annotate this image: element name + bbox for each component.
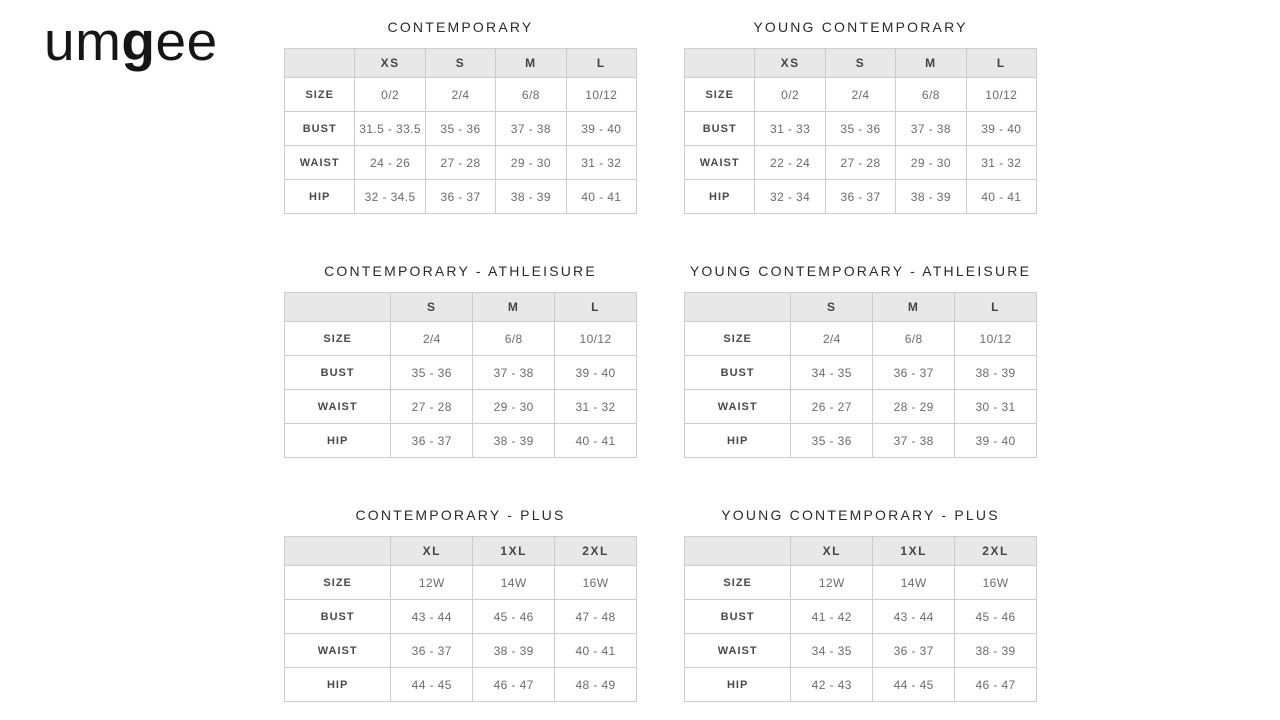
measurement-value: 32 - 34.5	[355, 180, 425, 214]
measurement-value: 40 - 41	[555, 424, 637, 458]
size-table	[684, 48, 1037, 214]
measurement-value: 31 - 32	[966, 146, 1036, 180]
corner-cell	[285, 293, 391, 322]
size-table	[284, 536, 637, 702]
row-label-bust: BUST	[285, 112, 355, 146]
measurement-value: 22 - 24	[755, 146, 825, 180]
measurement-value: 37 - 38	[896, 112, 966, 146]
measurement-value: 36 - 37	[425, 180, 495, 214]
measurement-value: 10/12	[566, 78, 636, 112]
measurement-value: 46 - 47	[955, 668, 1037, 702]
size-table-head	[685, 537, 1037, 566]
measurement-value: 30 - 31	[955, 390, 1037, 424]
row-label-hip: HIP	[285, 424, 391, 458]
column-header-s: S	[425, 49, 495, 78]
size-table	[284, 48, 637, 214]
row-label-size: SIZE	[285, 322, 391, 356]
size-table-title: CONTEMPORARY - PLUS	[355, 507, 566, 523]
measurement-value: 27 - 28	[425, 146, 495, 180]
measurement-value: 36 - 37	[391, 424, 473, 458]
column-header-s: S	[791, 293, 873, 322]
measurement-value: 43 - 44	[873, 600, 955, 634]
size-table-section-young-contemporary-plus	[684, 507, 1037, 702]
measurement-value: 46 - 47	[473, 668, 555, 702]
measurement-row-bust	[285, 112, 637, 146]
measurement-value: 39 - 40	[966, 112, 1036, 146]
size-table-title: CONTEMPORARY	[387, 19, 534, 35]
measurement-value: 29 - 30	[896, 146, 966, 180]
measurement-value: 40 - 41	[555, 634, 637, 668]
size-table-header-row	[285, 293, 637, 322]
size-table-head	[685, 293, 1037, 322]
measurement-row-hip	[285, 424, 637, 458]
brand-logo	[44, 10, 218, 73]
size-table-head	[285, 293, 637, 322]
measurement-value: 35 - 36	[825, 112, 895, 146]
measurement-row-bust	[685, 356, 1037, 390]
measurement-value: 45 - 46	[955, 600, 1037, 634]
row-label-bust: BUST	[685, 356, 791, 390]
corner-cell	[285, 537, 391, 566]
size-table-body	[285, 566, 637, 702]
measurement-value: 44 - 45	[873, 668, 955, 702]
measurement-value: 12W	[391, 566, 473, 600]
measurement-row-size	[285, 566, 637, 600]
measurement-value: 16W	[955, 566, 1037, 600]
measurement-row-hip	[285, 668, 637, 702]
row-label-waist: WAIST	[285, 634, 391, 668]
row-label-waist: WAIST	[285, 390, 391, 424]
measurement-value: 26 - 27	[791, 390, 873, 424]
measurement-row-size	[285, 322, 637, 356]
size-table-section-young-contemporary	[684, 19, 1037, 214]
size-table-header-row	[285, 49, 637, 78]
measurement-value: 16W	[555, 566, 637, 600]
row-label-waist: WAIST	[285, 146, 355, 180]
column-header-1xl: 1XL	[473, 537, 555, 566]
column-header-xl: XL	[391, 537, 473, 566]
column-header-m: M	[496, 49, 566, 78]
row-label-size: SIZE	[685, 322, 791, 356]
corner-cell	[685, 537, 791, 566]
size-table-body	[685, 78, 1037, 214]
measurement-row-hip	[685, 668, 1037, 702]
measurement-row-hip	[285, 180, 637, 214]
measurement-value: 39 - 40	[955, 424, 1037, 458]
measurement-value: 31 - 32	[555, 390, 637, 424]
measurement-value: 39 - 40	[555, 356, 637, 390]
size-table-section-contemporary	[284, 19, 637, 214]
measurement-value: 6/8	[496, 78, 566, 112]
measurement-value: 2/4	[791, 322, 873, 356]
column-header-l: L	[955, 293, 1037, 322]
measurement-value: 38 - 39	[896, 180, 966, 214]
measurement-value: 10/12	[955, 322, 1037, 356]
column-header-xs: XS	[355, 49, 425, 78]
measurement-row-hip	[685, 424, 1037, 458]
measurement-value: 6/8	[873, 322, 955, 356]
size-table-header-row	[685, 537, 1037, 566]
column-header-m: M	[896, 49, 966, 78]
column-header-2xl: 2XL	[955, 537, 1037, 566]
measurement-value: 34 - 35	[791, 634, 873, 668]
measurement-value: 35 - 36	[425, 112, 495, 146]
size-table-header-row	[685, 293, 1037, 322]
measurement-value: 37 - 38	[473, 356, 555, 390]
logo-text-prefix: um	[44, 10, 122, 72]
size-table-section-young-contemporary-athleisure	[684, 263, 1037, 458]
measurement-value: 32 - 34	[755, 180, 825, 214]
measurement-value: 27 - 28	[391, 390, 473, 424]
measurement-row-size	[685, 78, 1037, 112]
size-table-section-contemporary-plus	[284, 507, 637, 702]
size-table-title: CONTEMPORARY - ATHLEISURE	[324, 263, 597, 279]
measurement-value: 37 - 38	[873, 424, 955, 458]
measurement-value: 35 - 36	[391, 356, 473, 390]
measurement-value: 31 - 33	[755, 112, 825, 146]
column-header-m: M	[473, 293, 555, 322]
row-label-hip: HIP	[285, 668, 391, 702]
measurement-value: 43 - 44	[391, 600, 473, 634]
size-table-header-row	[285, 537, 637, 566]
measurement-value: 0/2	[755, 78, 825, 112]
measurement-value: 31.5 - 33.5	[355, 112, 425, 146]
measurement-value: 14W	[473, 566, 555, 600]
row-label-hip: HIP	[685, 180, 755, 214]
column-header-xs: XS	[755, 49, 825, 78]
measurement-value: 28 - 29	[873, 390, 955, 424]
measurement-row-size	[685, 566, 1037, 600]
row-label-size: SIZE	[285, 566, 391, 600]
row-label-bust: BUST	[285, 600, 391, 634]
size-table-header-row	[685, 49, 1037, 78]
measurement-value: 47 - 48	[555, 600, 637, 634]
measurement-value: 29 - 30	[496, 146, 566, 180]
size-table-head	[285, 49, 637, 78]
size-table-head	[285, 537, 637, 566]
measurement-value: 12W	[791, 566, 873, 600]
measurement-value: 36 - 37	[391, 634, 473, 668]
measurement-value: 38 - 39	[955, 634, 1037, 668]
size-table-title: YOUNG CONTEMPORARY - ATHLEISURE	[689, 263, 1032, 279]
measurement-value: 2/4	[825, 78, 895, 112]
column-header-xl: XL	[791, 537, 873, 566]
measurement-row-bust	[285, 600, 637, 634]
measurement-value: 38 - 39	[473, 424, 555, 458]
measurement-value: 36 - 37	[825, 180, 895, 214]
measurement-value: 45 - 46	[473, 600, 555, 634]
size-table	[284, 292, 637, 458]
measurement-row-bust	[685, 600, 1037, 634]
measurement-value: 27 - 28	[825, 146, 895, 180]
measurement-value: 10/12	[555, 322, 637, 356]
size-table-section-contemporary-athleisure	[284, 263, 637, 458]
column-header-s: S	[825, 49, 895, 78]
measurement-row-size	[685, 322, 1037, 356]
measurement-value: 24 - 26	[355, 146, 425, 180]
size-table	[684, 292, 1037, 458]
row-label-bust: BUST	[685, 112, 755, 146]
corner-cell	[285, 49, 355, 78]
measurement-row-size	[285, 78, 637, 112]
row-label-waist: WAIST	[685, 634, 791, 668]
measurement-value: 37 - 38	[496, 112, 566, 146]
measurement-row-bust	[685, 112, 1037, 146]
row-label-hip: HIP	[685, 668, 791, 702]
size-table-head	[685, 49, 1037, 78]
row-label-size: SIZE	[685, 78, 755, 112]
row-label-waist: WAIST	[685, 146, 755, 180]
measurement-value: 34 - 35	[791, 356, 873, 390]
size-table	[684, 536, 1037, 702]
measurement-value: 38 - 39	[955, 356, 1037, 390]
measurement-value: 29 - 30	[473, 390, 555, 424]
measurement-value: 40 - 41	[966, 180, 1036, 214]
logo-text-suffix: ee	[155, 10, 218, 72]
size-table-body	[685, 322, 1037, 458]
measurement-value: 44 - 45	[391, 668, 473, 702]
size-table-body	[285, 78, 637, 214]
measurement-value: 6/8	[896, 78, 966, 112]
measurement-value: 38 - 39	[473, 634, 555, 668]
measurement-value: 36 - 37	[873, 634, 955, 668]
measurement-row-waist	[285, 634, 637, 668]
row-label-size: SIZE	[285, 78, 355, 112]
measurement-value: 38 - 39	[496, 180, 566, 214]
row-label-hip: HIP	[685, 424, 791, 458]
size-table-body	[285, 322, 637, 458]
measurement-row-waist	[685, 634, 1037, 668]
measurement-row-hip	[685, 180, 1037, 214]
row-label-size: SIZE	[685, 566, 791, 600]
measurement-value: 48 - 49	[555, 668, 637, 702]
measurement-value: 40 - 41	[566, 180, 636, 214]
measurement-value: 35 - 36	[791, 424, 873, 458]
size-table-title: YOUNG CONTEMPORARY	[753, 19, 968, 35]
corner-cell	[685, 293, 791, 322]
column-header-l: L	[966, 49, 1036, 78]
size-table-title: YOUNG CONTEMPORARY - PLUS	[721, 507, 1000, 523]
measurement-value: 36 - 37	[873, 356, 955, 390]
measurement-value: 10/12	[966, 78, 1036, 112]
measurement-value: 6/8	[473, 322, 555, 356]
column-header-2xl: 2XL	[555, 537, 637, 566]
corner-cell	[685, 49, 755, 78]
measurement-value: 2/4	[391, 322, 473, 356]
row-label-waist: WAIST	[685, 390, 791, 424]
column-header-m: M	[873, 293, 955, 322]
measurement-row-waist	[685, 146, 1037, 180]
column-header-s: S	[391, 293, 473, 322]
column-header-l: L	[555, 293, 637, 322]
measurement-value: 42 - 43	[791, 668, 873, 702]
logo-text-bold-g: g	[121, 10, 156, 72]
measurement-value: 31 - 32	[566, 146, 636, 180]
measurement-row-waist	[685, 390, 1037, 424]
measurement-row-bust	[285, 356, 637, 390]
row-label-bust: BUST	[685, 600, 791, 634]
column-header-1xl: 1XL	[873, 537, 955, 566]
row-label-hip: HIP	[285, 180, 355, 214]
measurement-value: 0/2	[355, 78, 425, 112]
measurement-value: 41 - 42	[791, 600, 873, 634]
measurement-value: 14W	[873, 566, 955, 600]
column-header-l: L	[566, 49, 636, 78]
measurement-value: 39 - 40	[566, 112, 636, 146]
measurement-value: 2/4	[425, 78, 495, 112]
row-label-bust: BUST	[285, 356, 391, 390]
measurement-row-waist	[285, 146, 637, 180]
size-table-body	[685, 566, 1037, 702]
measurement-row-waist	[285, 390, 637, 424]
